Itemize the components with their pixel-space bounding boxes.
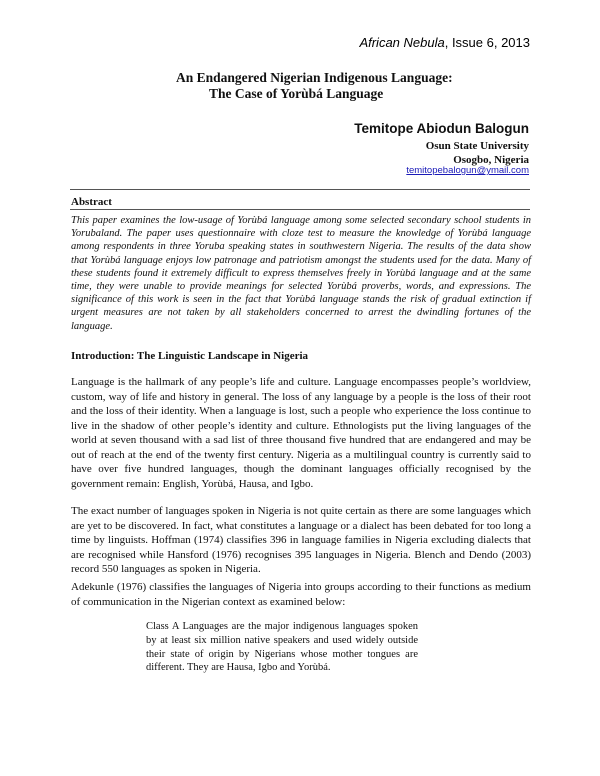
block-quote: Class A Languages are the major indigenous languages spoken by at least six million native speakers and used widely outside their state of origin by Nigerians whose mother tongues are different. They are Hausa, Igbo and Yorùbá. <box>146 621 418 674</box>
paper-title <box>120 70 480 102</box>
author-institution: Osun State University <box>425 140 529 152</box>
divider <box>70 209 530 210</box>
section-heading: Introduction: The Linguistic Landscape in Nigeria <box>71 350 309 362</box>
journal-header <box>359 35 530 50</box>
author-email-link[interactable]: temitopebalogun@ymail.com <box>406 165 529 176</box>
divider <box>70 189 530 190</box>
body-paragraph: Adekunle (1976) classifies the languages of Nigeria into groups according to their functions as medium of communication in the Nigerian context as examined below: <box>71 581 531 608</box>
title-line-2: The Case of Yorùbá Language <box>209 86 384 101</box>
title-line-1: An Endangered Nigerian Indigenous Language: <box>176 70 453 85</box>
author-location: Osogbo, Nigeria <box>453 154 529 166</box>
journal-issue: , Issue 6, 2013 <box>444 35 530 50</box>
journal-name: African Nebula <box>359 35 445 50</box>
abstract-heading: Abstract <box>71 196 112 208</box>
abstract-text: This paper examines the low-usage of Yorùbá language among some selected secondary school students in Yorubaland. The paper uses questionnaire with cloze test to measure the knowledge of Yorùbá language among respondents in three Yoruba speaking states in southwestern Nigeria. The results of the data show that Yorùbá language enjoys low patronage and patriotism amongst the students used for the data. Many of these students found it extremely difficult to express themselves freely in Yorùbá language and at the same time, they were unable to provide meanings for selected Yorùbá proverbs, words, and expressions. The significance of this work is seen in the fact that Yorùbá language stands the risk of gradual extinction if urgent measures are not taken by all stakeholders concerned to arrest the dwindling fortunes of the language. <box>71 215 531 332</box>
body-paragraph: Language is the hallmark of any people’s life and culture. Language encompasses people’s worldview, custom, way of life and history in general. The loss of any language by a people is the loss of their root and the loss of their identity. When a language is lost, such a people who experience the loss continue to live in the shadow of other people’s identity and culture. Ethnologists put the living languages of the world at seven thousand with a sad list of three thousand five hundred that are endangered and may be out of reach at the end of the twenty first century. Nigeria as a multilingual country is currently said to have over five hundred languages, though the dominant languages officially recognised by the government remain: English, Yorùbá, Hausa, and Igbo. <box>71 376 531 490</box>
author-name: Temitope Abiodun Balogun <box>354 121 529 136</box>
author-affiliation <box>426 139 529 167</box>
body-paragraph: The exact number of languages spoken in Nigeria is not quite certain as there are some languages which are yet to be discovered. In fact, what constitutes a language or a dialect has been debated for too long a time by linguists. Hoffman (1974) classifies 396 in language families in Nigeria excluding dialects that are recognised while Hansford (1976) recognises 395 languages in Nigeria. Blench and Dendo (2003) record 550 languages as spoken in Nigeria. <box>71 505 531 575</box>
